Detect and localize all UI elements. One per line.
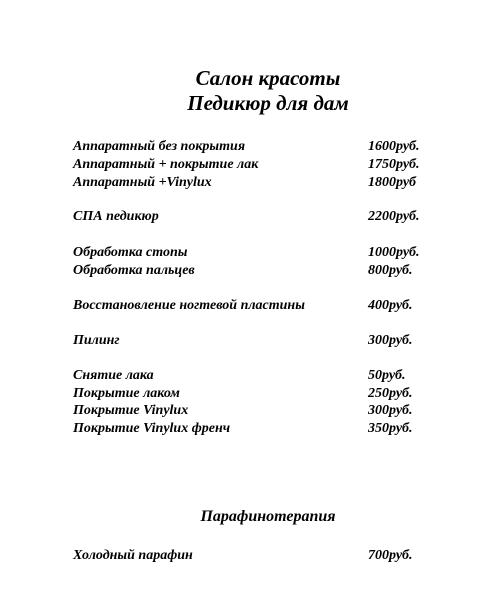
service-name: Аппаратный + покрытие лак bbox=[73, 157, 259, 172]
service-price: 1800руб bbox=[368, 175, 417, 190]
service-price: 50руб. bbox=[368, 368, 406, 383]
service-name: Пилинг bbox=[73, 333, 120, 348]
service-price: 700руб. bbox=[368, 548, 413, 563]
price-row bbox=[73, 332, 493, 350]
price-row bbox=[73, 420, 493, 438]
service-price: 2200руб. bbox=[368, 209, 420, 224]
service-name: Покрытие Vinylux bbox=[73, 403, 189, 418]
paraffin-section-title: Парафинотерапия bbox=[200, 508, 336, 525]
service-price: 300руб. bbox=[368, 333, 413, 348]
service-price: 400руб. bbox=[368, 298, 413, 313]
service-name: Покрытие лаком bbox=[73, 386, 180, 401]
service-price: 1750руб. bbox=[368, 157, 420, 172]
service-name: Обработка стопы bbox=[73, 245, 188, 260]
price-row bbox=[73, 385, 493, 403]
service-name: Обработка пальцев bbox=[73, 263, 195, 278]
service-price: 300руб. bbox=[368, 403, 413, 418]
service-name: Покрытие Vinylux френч bbox=[73, 421, 231, 436]
price-row bbox=[73, 208, 493, 226]
price-row bbox=[73, 367, 493, 385]
price-row bbox=[73, 402, 493, 420]
price-row bbox=[73, 174, 493, 192]
price-row bbox=[73, 156, 493, 174]
service-title: Педикюр для дам bbox=[187, 91, 349, 115]
service-name: Аппаратный без покрытия bbox=[73, 139, 246, 154]
price-row bbox=[73, 547, 493, 565]
service-name: Снятие лака bbox=[73, 368, 154, 383]
service-name: Восстановление ногтевой пластины bbox=[73, 298, 305, 313]
service-name: Холодный парафин bbox=[73, 548, 193, 563]
service-name: Аппаратный +Vinylux bbox=[73, 175, 212, 190]
service-price: 350руб. bbox=[368, 421, 413, 436]
service-price: 1000руб. bbox=[368, 245, 420, 260]
service-price: 800руб. bbox=[368, 263, 413, 278]
price-row bbox=[73, 244, 493, 262]
service-name: СПА педикюр bbox=[73, 209, 159, 224]
price-row bbox=[73, 262, 493, 280]
price-row bbox=[73, 297, 493, 315]
service-price: 250руб. bbox=[368, 386, 413, 401]
service-price: 1600руб. bbox=[368, 139, 420, 154]
price-row bbox=[73, 138, 493, 156]
salon-title: Салон красоты bbox=[195, 66, 341, 90]
